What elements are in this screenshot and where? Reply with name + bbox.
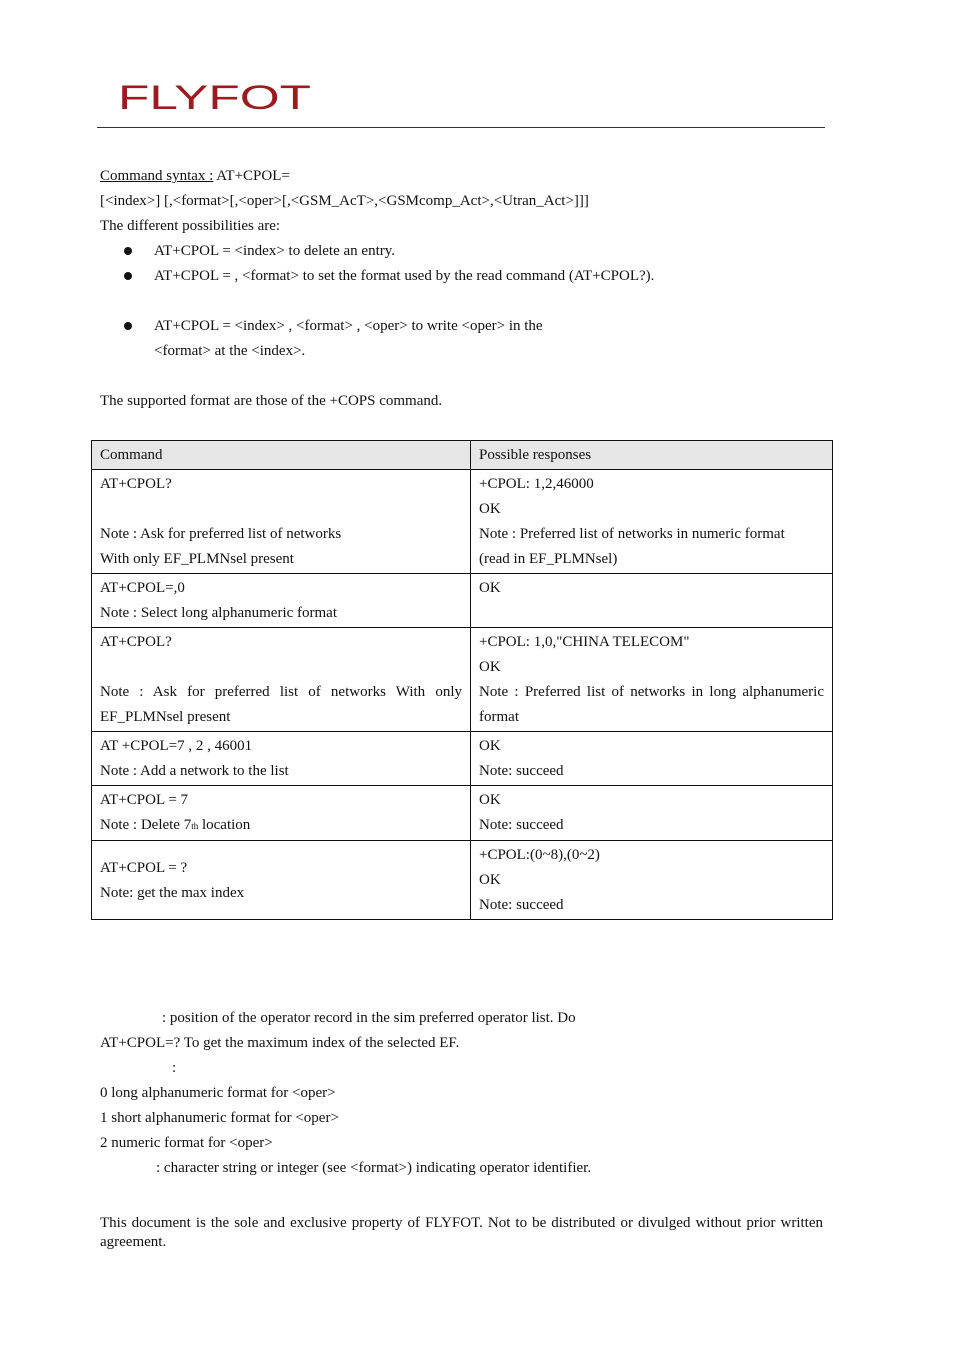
response-text: OK: [479, 501, 501, 517]
syntax-command: AT+CPOL=: [213, 168, 290, 184]
command-text: AT+CPOL=,0: [100, 580, 185, 596]
command-note: Note : Ask for preferred list of networks: [100, 526, 342, 542]
blank-line: [100, 655, 462, 680]
format-value-long: 0 long alphanumeric format for <oper>: [100, 1085, 336, 1101]
table-row: [92, 628, 833, 732]
response-cell: [471, 470, 833, 574]
response-cell: [471, 841, 833, 920]
command-note: Note : Select long alphanumeric format: [100, 605, 338, 621]
command-text: AT+CPOL = 7: [100, 792, 189, 808]
command-note: Note : Add a network to the list: [100, 763, 289, 779]
response-text: OK: [479, 580, 501, 596]
response-text: +CPOL:(0~8),(0~2): [479, 847, 600, 863]
response-text: +CPOL: 1,0,"CHINA TELECOM": [479, 634, 690, 650]
response-note: Note : Preferred list of networks in numeric format: [479, 526, 785, 542]
bullet-icon: [124, 247, 132, 255]
index-description: : position of the operator record in the sim preferred operator list. Do: [162, 1010, 576, 1026]
blank-line: [100, 497, 462, 522]
bullet-item-format: AT+CPOL = , <format> to set the format used by the read command (AT+CPOL?).: [154, 268, 655, 284]
response-note: Note: succeed: [479, 817, 564, 833]
response-cell: [471, 574, 833, 628]
response-text: OK: [479, 792, 501, 808]
format-colon: :: [172, 1060, 177, 1076]
response-note: Note: succeed: [479, 763, 564, 779]
index-description-cont: AT+CPOL=? To get the maximum index of the selected EF.: [100, 1035, 460, 1051]
format-value-short: 1 short alphanumeric format for <oper>: [100, 1110, 339, 1126]
note-delete-suffix: location: [198, 817, 251, 833]
syntax-params: [<index>] [,<format>[,<oper>[,<GSM_AcT>,<GSMcomp_Act>,<Utran_Act>]]]: [100, 193, 589, 209]
logo-text: FLYFOT: [118, 80, 311, 114]
command-text: AT+CPOL?: [100, 634, 172, 650]
ordinal-suffix: th: [191, 821, 199, 831]
table-row: [92, 732, 833, 786]
table-row: [92, 470, 833, 574]
table-header-row: [92, 441, 833, 470]
bullet-item-write-cont: <format> at the <index>.: [154, 343, 306, 359]
command-cell: [92, 470, 471, 574]
table-row: [92, 786, 833, 841]
command-text: AT +CPOL=7 , 2 , 46001: [100, 738, 253, 754]
bullet-icon: [124, 272, 132, 280]
response-cell: [471, 786, 833, 841]
supported-formats: The supported format are those of the +COPS command.: [100, 393, 443, 409]
bullet-icon: [124, 322, 132, 330]
note-delete-prefix: Note : Delete 7: [100, 817, 192, 833]
command-cell: [92, 628, 471, 732]
header-rule: [97, 127, 825, 128]
footer-notice: This document is the sole and exclusive property of FLYFOT. Not to be distributed or divulged without prior written agreement.: [100, 1215, 823, 1250]
header-responses: Possible responses: [471, 441, 833, 470]
command-text: AT+CPOL?: [100, 476, 172, 492]
command-table: [91, 440, 833, 920]
response-note: Note : Preferred list of networks in long alphanumeric format: [479, 684, 824, 725]
syntax-line: [100, 164, 290, 189]
response-note: (read in EF_PLMNsel): [479, 551, 618, 567]
response-cell: [471, 628, 833, 732]
command-cell: [92, 732, 471, 786]
flyfot-logo: [118, 80, 314, 114]
response-text: OK: [479, 659, 501, 675]
table-row: [92, 574, 833, 628]
response-note: Note: succeed: [479, 897, 564, 913]
table-row: [92, 841, 833, 920]
syntax-label: Command syntax :: [100, 168, 214, 184]
possibilities-intro: The different possibilities are:: [100, 218, 281, 234]
format-value-numeric: 2 numeric format for <oper>: [100, 1135, 273, 1151]
header-command: Command: [92, 441, 471, 470]
command-note: Note: get the max index: [100, 884, 245, 901]
response-text: OK: [479, 738, 501, 754]
command-cell: [92, 786, 471, 841]
command-cell: [92, 841, 471, 920]
bullet-item-write: AT+CPOL = <index> , <format> , <oper> to write <oper> in the: [154, 318, 543, 334]
response-cell: [471, 732, 833, 786]
command-cell: [92, 574, 471, 628]
command-note: Note : Ask for preferred list of networks With only EF_PLMNsel present: [100, 684, 462, 725]
response-text: +CPOL: 1,2,46000: [479, 476, 594, 492]
response-text: OK: [479, 872, 501, 888]
command-text: AT+CPOL = ?: [100, 859, 188, 876]
oper-description: : character string or integer (see <format>) indicating operator identifier.: [156, 1160, 592, 1176]
command-note: With only EF_PLMNsel present: [100, 551, 294, 567]
bullet-item-delete: AT+CPOL = <index> to delete an entry.: [154, 243, 396, 259]
command-note: [100, 813, 462, 839]
